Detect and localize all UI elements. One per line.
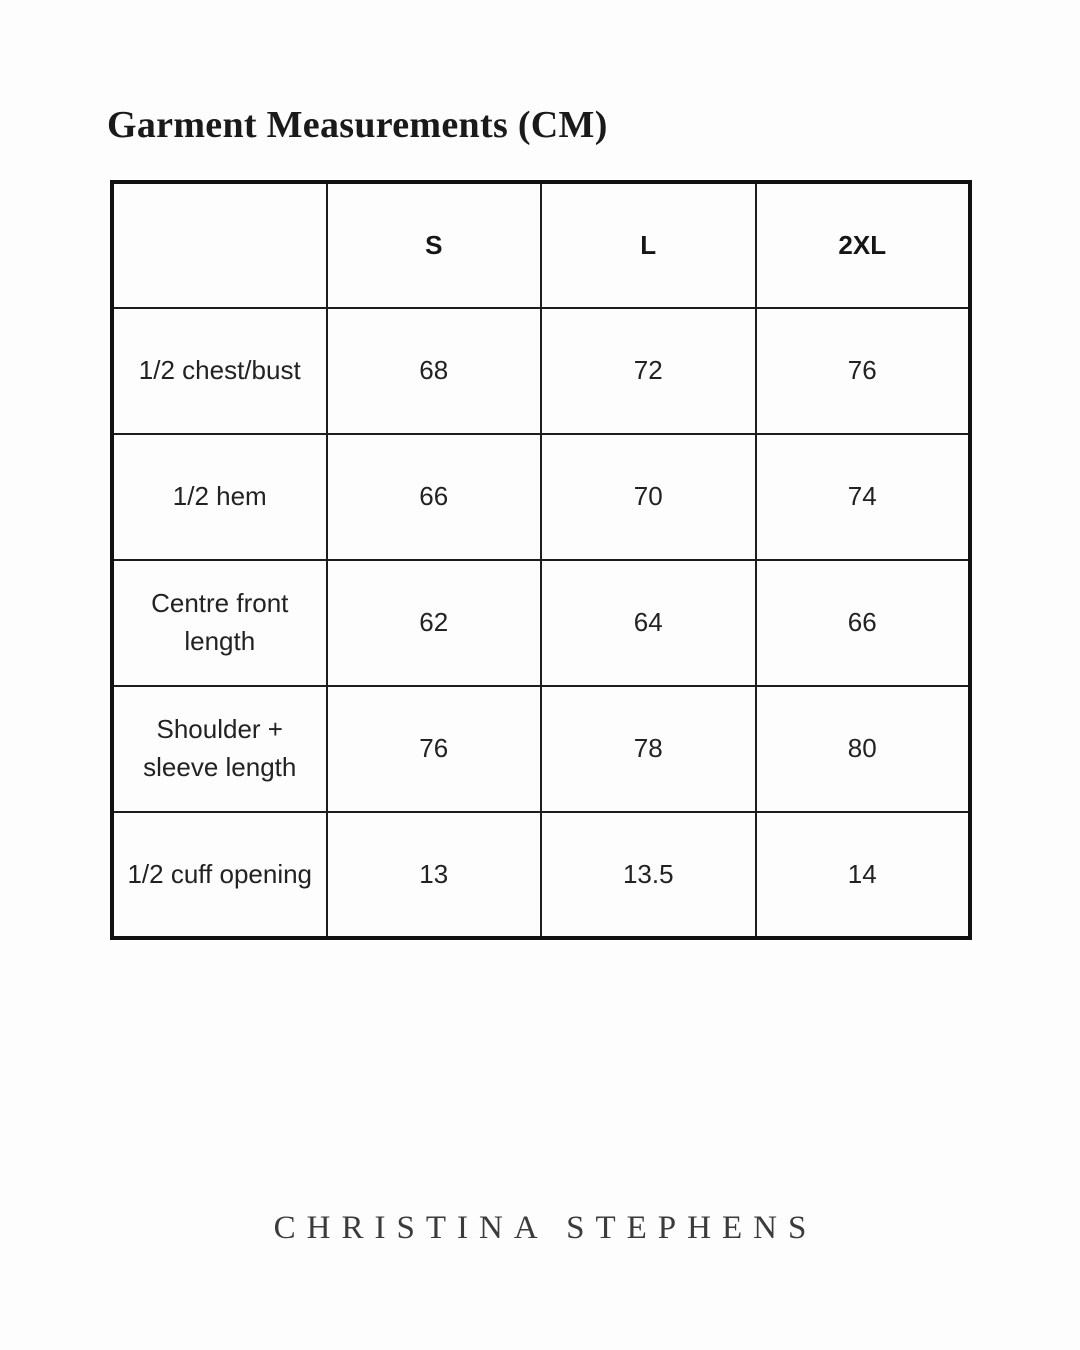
cell-value: 74 — [756, 434, 971, 560]
brand-wordmark: CHRISTINA STEPHENS — [273, 1210, 818, 1246]
row-label-cuff-opening: 1/2 cuff opening — [112, 812, 327, 938]
row-label-hem: 1/2 hem — [112, 434, 327, 560]
header-cell-size-2xl: 2XL — [756, 182, 971, 308]
cell-value: 62 — [327, 560, 542, 686]
header-cell-blank — [112, 182, 327, 308]
row-label-chest-bust: 1/2 chest/bust — [112, 308, 327, 434]
cell-value: 80 — [756, 686, 971, 812]
table-row — [112, 308, 970, 434]
row-label-shoulder-sleeve-length: Shoulder + sleeve length — [112, 686, 327, 812]
size-chart-table — [110, 180, 972, 940]
header-cell-size-s: S — [327, 182, 542, 308]
cell-value: 72 — [541, 308, 756, 434]
cell-value: 14 — [756, 812, 971, 938]
cell-value: 76 — [327, 686, 542, 812]
header-cell-size-l: L — [541, 182, 756, 308]
cell-value: 13.5 — [541, 812, 756, 938]
table-row — [112, 686, 970, 812]
cell-value: 76 — [756, 308, 971, 434]
row-label-centre-front-length: Centre front length — [112, 560, 327, 686]
table-row — [112, 812, 970, 938]
page-title: Garment Measurements (CM) — [107, 104, 608, 146]
cell-value: 70 — [541, 434, 756, 560]
cell-value: 68 — [327, 308, 542, 434]
table-header-row — [112, 182, 970, 308]
cell-value: 13 — [327, 812, 542, 938]
table-row — [112, 434, 970, 560]
cell-value: 64 — [541, 560, 756, 686]
cell-value: 78 — [541, 686, 756, 812]
cell-value: 66 — [327, 434, 542, 560]
cell-value: 66 — [756, 560, 971, 686]
table-row — [112, 560, 970, 686]
